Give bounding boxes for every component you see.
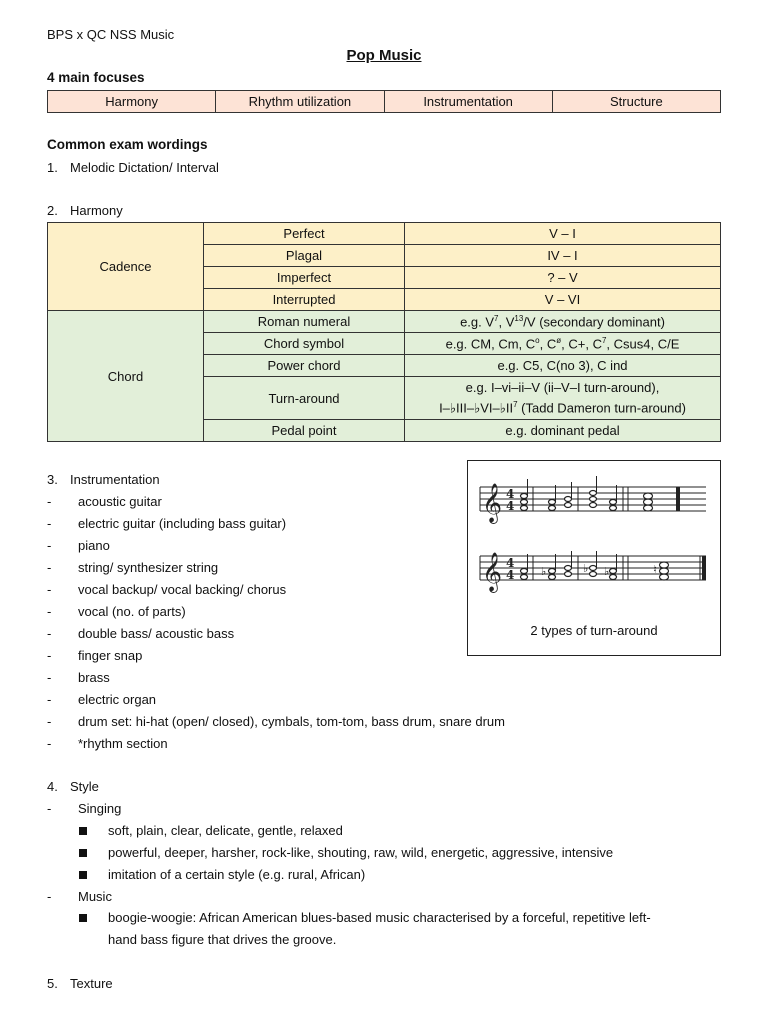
list-text: Melodic Dictation/ Interval — [70, 160, 219, 175]
dash-marker: - — [47, 670, 52, 685]
table-cell: ? – V — [405, 267, 721, 289]
table-cell: V – I — [405, 223, 721, 245]
list-text: Singing — [78, 801, 122, 816]
focus-cell: Instrumentation — [384, 91, 552, 113]
table-cell: Interrupted — [204, 289, 405, 311]
list-item — [47, 604, 186, 619]
dash-marker: - — [47, 494, 52, 509]
list-item — [47, 801, 121, 816]
focus-cell: Harmony — [48, 91, 216, 113]
superscript: 7 — [513, 400, 518, 410]
list-number: 5. — [47, 976, 58, 991]
list-text: double bass/ acoustic bass — [78, 626, 235, 641]
dash-marker: - — [47, 626, 52, 641]
document-header: BPS x QC NSS Music — [47, 27, 175, 42]
list-number: 1. — [47, 160, 58, 175]
superscript: 7 — [601, 335, 607, 345]
svg-text:𝄞: 𝄞 — [482, 483, 503, 523]
dash-marker: - — [47, 560, 52, 575]
list-number: 2. — [47, 203, 58, 218]
table-cell: Power chord — [204, 355, 405, 377]
bullet-item — [79, 845, 613, 860]
table-cell: Roman numeral — [204, 311, 405, 333]
list-text: Texture — [70, 976, 113, 991]
list-text: brass — [78, 670, 110, 685]
table-cell: Perfect — [204, 223, 405, 245]
svg-text:4: 4 — [506, 499, 515, 513]
list-item — [47, 779, 99, 794]
list-item — [47, 560, 218, 575]
list-text: Music — [78, 889, 112, 904]
table-cell — [405, 333, 721, 355]
dash-marker: - — [47, 736, 52, 751]
square-bullet-icon — [79, 849, 87, 857]
list-text: electric guitar (including bass guitar) — [78, 516, 287, 531]
list-text: finger snap — [78, 648, 143, 663]
focus-cell: Structure — [552, 91, 720, 113]
bullet-item — [79, 867, 365, 882]
cadence-label: Cadence — [48, 223, 204, 311]
list-text: vocal backup/ vocal backing/ chorus — [78, 582, 287, 597]
list-item — [47, 736, 168, 751]
table-cell: Imperfect — [204, 267, 405, 289]
dash-marker: - — [47, 801, 52, 816]
list-text: acoustic guitar — [78, 494, 162, 509]
list-item — [47, 976, 113, 991]
square-bullet-icon — [79, 827, 87, 835]
bullet-text: soft, plain, clear, delicate, gentle, relaxed — [108, 823, 343, 838]
figure-caption: 2 types of turn-around — [530, 623, 658, 638]
dash-marker: - — [47, 516, 52, 531]
chord-label: Chord — [48, 311, 204, 442]
cell-text: (Tadd Dameron turn-around) — [517, 400, 686, 416]
table-cell: e.g. C5, C(no 3), C ind — [405, 355, 721, 377]
table-cell — [405, 311, 721, 333]
table-cell: Turn-around — [204, 377, 405, 420]
dash-marker: - — [47, 582, 52, 597]
dash-marker: - — [47, 538, 52, 553]
focuses-heading: 4 main focuses — [47, 70, 145, 85]
focus-cell: Rhythm utilization — [216, 91, 384, 113]
bullet-item — [79, 823, 343, 838]
list-item — [47, 472, 160, 487]
list-text: string/ synthesizer string — [78, 560, 219, 575]
list-item — [47, 538, 110, 553]
cell-text: , C — [539, 336, 557, 352]
cell-text: , C+, C — [561, 336, 602, 352]
list-text: Harmony — [70, 203, 123, 218]
music-score-image — [468, 461, 720, 621]
bullet-item — [79, 910, 651, 925]
bullet-text-continuation: hand bass figure that drives the groove. — [108, 932, 337, 947]
dash-marker: - — [47, 692, 52, 707]
list-item — [47, 516, 286, 531]
square-bullet-icon — [79, 871, 87, 879]
list-number: 4. — [47, 779, 58, 794]
list-item — [47, 582, 286, 597]
page-title: Pop Music — [346, 47, 422, 64]
list-text: Instrumentation — [70, 472, 160, 487]
bullet-text: imitation of a certain style (e.g. rural, African) — [108, 867, 366, 882]
cell-text: , Csus4, C/E — [606, 336, 680, 352]
svg-text:♭: ♭ — [604, 566, 610, 578]
svg-text:4: 4 — [506, 487, 515, 501]
list-item — [47, 714, 505, 729]
table-cell: IV – I — [405, 245, 721, 267]
superscript: 13 — [514, 313, 524, 323]
cell-text: , V — [498, 314, 515, 330]
list-item — [47, 692, 156, 707]
dash-marker: - — [47, 604, 52, 619]
focuses-table — [47, 90, 721, 113]
list-item — [47, 889, 112, 904]
table-cell: Chord symbol — [204, 333, 405, 355]
dash-marker: - — [47, 714, 52, 729]
bullet-text: boogie-woogie: African American blues-based music characterised by a forceful, repetitive left- — [108, 910, 651, 925]
list-text: vocal (no. of parts) — [78, 604, 186, 619]
table-cell: V – VI — [405, 289, 721, 311]
table-cell: Plagal — [204, 245, 405, 267]
harmony-table — [47, 222, 721, 442]
svg-text:𝄞: 𝄞 — [482, 552, 503, 592]
svg-text:4: 4 — [506, 568, 515, 582]
list-item — [47, 648, 142, 663]
table-cell: e.g. I–vi–ii–V (ii–V–I turn-around), — [405, 377, 721, 399]
svg-text:♮: ♮ — [653, 564, 657, 576]
svg-text:♭: ♭ — [583, 563, 589, 575]
superscript: o — [535, 335, 540, 345]
cell-text: /V (secondary dominant) — [523, 314, 665, 330]
wordings-heading: Common exam wordings — [47, 137, 208, 152]
list-number: 3. — [47, 472, 58, 487]
list-item — [47, 160, 219, 175]
dash-marker: - — [47, 648, 52, 663]
table-cell: Pedal point — [204, 420, 405, 442]
list-text: piano — [78, 538, 110, 553]
list-item — [47, 203, 123, 218]
list-item — [47, 494, 162, 509]
superscript: ø — [556, 335, 562, 345]
svg-text:♭: ♭ — [541, 566, 547, 578]
dash-marker: - — [47, 889, 52, 904]
list-text: drum set: hi-hat (open/ closed), cymbals, tom-tom, bass drum, snare drum — [78, 714, 505, 729]
list-item — [47, 670, 110, 685]
list-text: *rhythm section — [78, 736, 168, 751]
cell-text: e.g. CM, Cm, C — [445, 336, 536, 352]
table-cell — [405, 398, 721, 420]
list-text: Style — [70, 779, 99, 794]
svg-text:4: 4 — [506, 556, 515, 570]
table-cell: e.g. dominant pedal — [405, 420, 721, 442]
cell-text: e.g. V — [460, 314, 495, 330]
cell-text: I–♭III–♭VI–♭II — [439, 400, 514, 416]
bullet-text: powerful, deeper, harsher, rock-like, shouting, raw, wild, energetic, aggressive, intensive — [108, 845, 614, 860]
square-bullet-icon — [79, 914, 87, 922]
superscript: 7 — [494, 313, 499, 323]
list-item — [47, 626, 234, 641]
list-text: electric organ — [78, 692, 157, 707]
score-figure — [467, 460, 721, 656]
